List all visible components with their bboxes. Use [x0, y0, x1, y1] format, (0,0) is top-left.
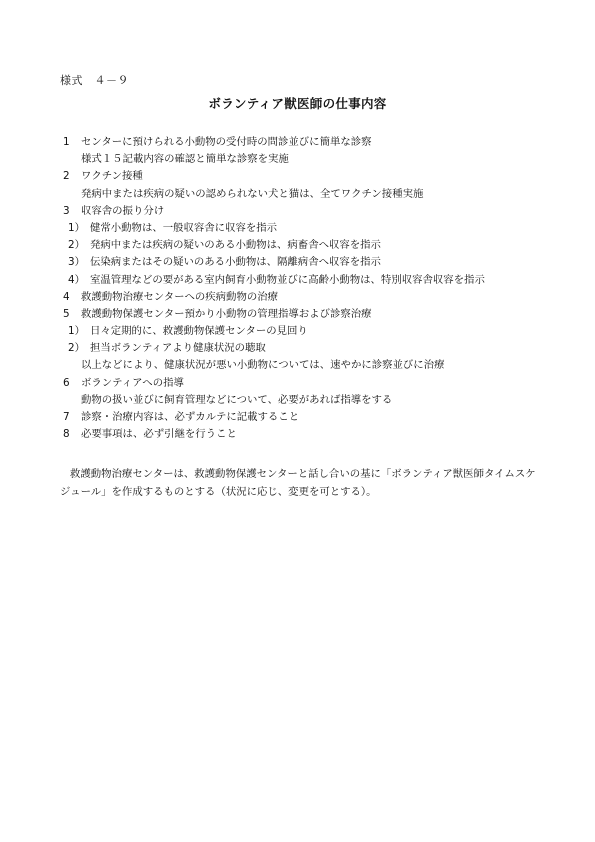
item-number: 8	[63, 428, 70, 441]
list-item	[0, 409, 595, 426]
sub-list-item	[0, 220, 595, 237]
footer-paragraph: 救護動物治療センターは、救護動物保護センターと話し合いの基に「ボランティア獣医師タイムスケジュール」を作成するものとする（状況に応じ、変更を可とする）。	[60, 468, 536, 498]
duty-list	[0, 134, 595, 443]
sub-item-text: 伝染病またはその疑いのある小動物は、隔離病舎へ収容を指示	[90, 256, 381, 269]
item-number: 3	[63, 204, 70, 217]
item-detail-text: 動物の扱い並びに飼育管理などについて、必要があれば指導をする	[81, 393, 393, 406]
sub-item-number: 3）	[68, 256, 86, 269]
item-number: 5	[63, 307, 70, 320]
item-text: センターに預けられる小動物の受付時の問診並びに簡単な診察	[81, 136, 372, 148]
list-item	[0, 426, 595, 443]
item-detail	[0, 392, 595, 409]
item-text: 救護動物保護センター預かり小動物の管理指導および診察治療	[81, 307, 372, 320]
sub-list-item	[0, 323, 595, 340]
list-item	[0, 375, 595, 392]
item-text: ボランティアへの指導	[81, 376, 184, 389]
document-title: ボランティア獣医師の仕事内容	[208, 96, 387, 111]
sub-item-text: 発病中または疾病の疑いのある小動物は、病畜舎へ収容を指示	[90, 239, 381, 252]
footer-note	[60, 465, 545, 501]
sub-list-item	[0, 272, 595, 289]
item-text: 必要事項は、必ず引継を行うこと	[81, 428, 237, 441]
sub-item-text: 日々定期的に、救護動物保護センターの見回り	[90, 325, 308, 338]
sub-item-number: 4）	[68, 273, 86, 286]
list-item	[0, 203, 595, 220]
sub-item-text: 室温管理などの要がある室内飼育小動物並びに高齢小動物は、特別収容舎収容を指示	[90, 273, 485, 286]
sub-list-item	[0, 254, 595, 271]
item-text: ワクチン接種	[81, 170, 143, 183]
item-detail	[0, 357, 595, 374]
sub-item-number: 1）	[68, 221, 86, 234]
sub-item-number: 2）	[68, 342, 86, 355]
item-number: 2	[63, 170, 70, 183]
sub-list-item	[0, 340, 595, 357]
sub-item-number: 1）	[68, 325, 86, 338]
sub-item-text: 健常小動物は、一般収容舎に収容を指示	[90, 221, 278, 234]
item-detail	[0, 186, 595, 203]
item-number: 4	[63, 290, 70, 303]
item-text: 診察・治療内容は、必ずカルテに記載すること	[81, 411, 300, 423]
item-detail	[0, 151, 595, 168]
sub-list-item	[0, 237, 595, 254]
list-item	[0, 289, 595, 306]
list-item	[0, 306, 595, 323]
item-number: 7	[63, 411, 70, 423]
item-detail-text: 以上などにより、健康状況が悪い小動物については、速やかに診察並びに治療	[81, 359, 445, 372]
item-detail-text: 発病中または疾病の疑いの認められない犬と猫は、全てワクチン接種実施	[81, 187, 424, 200]
sub-item-number: 2）	[68, 239, 86, 252]
item-number: 6	[63, 376, 70, 389]
list-item	[0, 168, 595, 185]
item-text: 収容舎の振り分け	[81, 204, 165, 217]
item-text: 救護動物治療センターへの疾病動物の治療	[81, 290, 279, 303]
item-number: 1	[63, 136, 70, 148]
item-detail-text: 様式１５記載内容の確認と簡単な診察を実施	[81, 153, 289, 166]
sub-item-text: 担当ボランティアより健康状況の聴取	[90, 342, 266, 355]
list-item	[0, 134, 595, 151]
form-number: 様式 ４－９	[60, 74, 129, 87]
